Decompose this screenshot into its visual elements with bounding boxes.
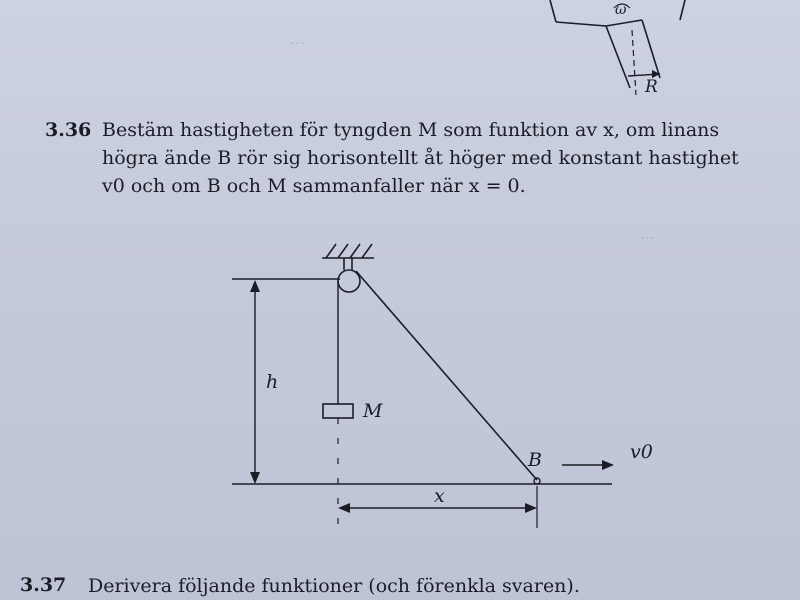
top-r-label: R [645, 77, 658, 97]
label-m: M [363, 400, 383, 422]
problem-number-336: 3.36 [45, 119, 92, 141]
rope-to-b [356, 271, 537, 480]
bleed-through-text: … [640, 225, 655, 243]
problem-text-337: Derivera följande funktioner (och förenkla svaren). [88, 575, 580, 597]
problem-line-3: v0 och om B och M sammanfaller när x = 0. [102, 175, 526, 197]
problem-line-2: högra ände B rör sig horisontellt åt höger med konstant hastighet [102, 147, 739, 169]
label-h: h [266, 371, 279, 393]
label-v0: v0 [630, 441, 653, 463]
pulley [338, 270, 360, 292]
mass-m [323, 404, 353, 418]
problem-number-337: 3.37 [20, 574, 67, 596]
label-x: x [434, 485, 445, 507]
label-b: B [528, 449, 542, 471]
ceiling-support [322, 244, 374, 270]
bleed-through-text: … [290, 30, 305, 48]
problem-line-1: Bestäm hastigheten för tyngden M som funktion av x, om linans [102, 119, 720, 141]
top-omega-label: ω [615, 2, 627, 18]
